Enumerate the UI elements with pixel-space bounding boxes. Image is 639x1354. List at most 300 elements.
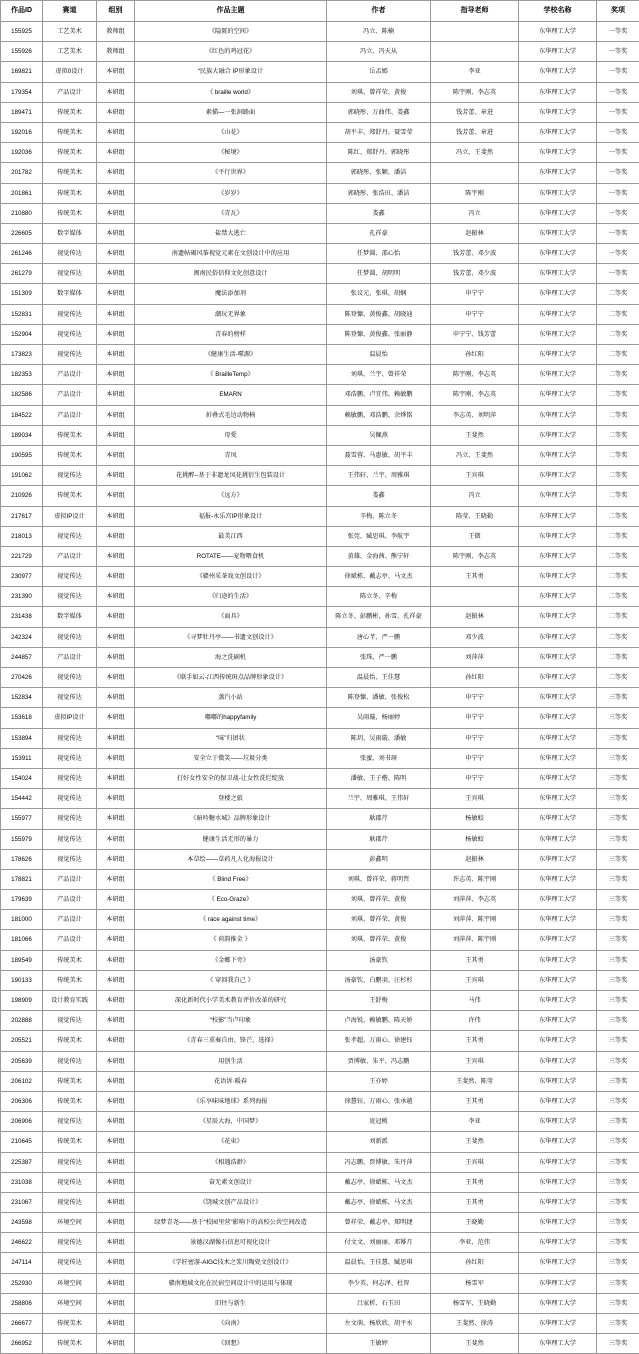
table-row [1, 970, 639, 990]
cell-school: 东华理工大学 [519, 708, 597, 728]
cell-award: 三等奖 [597, 1031, 639, 1051]
cell-track: 虚拟IP设计 [43, 506, 97, 526]
table-body [1, 22, 639, 1354]
cell-school: 东华理工大学 [519, 526, 597, 546]
cell-track: 数字媒体 [43, 284, 97, 304]
cell-track: 视觉传达 [43, 1152, 97, 1172]
cell-award: 三等奖 [597, 789, 639, 809]
cell-school: 东华理工大学 [519, 1011, 597, 1031]
cell-group: 本研组 [97, 526, 135, 546]
cell-award: 三等奖 [597, 991, 639, 1011]
cell-work-id: 155977 [1, 809, 43, 829]
table-row [1, 62, 639, 82]
cell-work-id: 270426 [1, 668, 43, 688]
cell-track: 视觉传达 [43, 1011, 97, 1031]
cell-group: 教师组 [97, 42, 135, 62]
cell-award: 三等奖 [597, 890, 639, 910]
cell-authors: 陈登慷、黄俊鑫、胡晓迪 [327, 304, 431, 324]
cell-track: 视觉传达 [43, 1253, 97, 1273]
cell-school: 东华理工大学 [519, 1253, 597, 1273]
cell-advisors: 杨敏蛟 [431, 809, 519, 829]
cell-work-id: 226605 [1, 223, 43, 243]
cell-advisors: 刘萍萍、陈宇刚 [431, 910, 519, 930]
cell-advisors: 王宾琪 [431, 970, 519, 990]
cell-work-id: 247114 [1, 1253, 43, 1273]
cell-advisors: 申宁宁 [431, 768, 519, 788]
table-row [1, 708, 639, 728]
cell-advisors: 邓少波 [431, 627, 519, 647]
cell-advisors: 刘萍萍、陈宇刚 [431, 930, 519, 950]
cell-group: 本研组 [97, 1273, 135, 1293]
cell-award: 二等奖 [597, 567, 639, 587]
cell-track: 产品设计 [43, 385, 97, 405]
cell-group: 本研组 [97, 62, 135, 82]
cell-school: 东华理工大学 [519, 445, 597, 465]
cell-work-title: 《暗吟糖水城》品牌形象设计 [135, 809, 327, 829]
cell-track: 视觉传达 [43, 1051, 97, 1071]
cell-award: 三等奖 [597, 688, 639, 708]
cell-work-id: 178821 [1, 869, 43, 889]
table-row [1, 163, 639, 183]
cell-award: 三等奖 [597, 930, 639, 950]
cell-award: 三等奖 [597, 1071, 639, 1091]
cell-work-title: 《相遇浩渺》 [135, 1152, 327, 1172]
cell-group: 本研组 [97, 1314, 135, 1334]
cell-authors: 邓浩鹏、卢宜伟、赖敏鹏 [327, 385, 431, 405]
cell-work-id: 190133 [1, 970, 43, 990]
cell-award: 三等奖 [597, 1233, 639, 1253]
cell-work-id: 258806 [1, 1293, 43, 1313]
cell-advisors: 王其勇 [431, 1091, 519, 1111]
cell-school: 东华理工大学 [519, 1273, 597, 1293]
cell-school: 东华理工大学 [519, 587, 597, 607]
cell-school: 东华理工大学 [519, 22, 597, 42]
cell-work-id: 189549 [1, 950, 43, 970]
cell-school: 东华理工大学 [519, 930, 597, 950]
cell-track: 视觉传达 [43, 1172, 97, 1192]
cell-advisors: 钱芳蕾、邓少波 [431, 264, 519, 284]
cell-school: 东华理工大学 [519, 768, 597, 788]
cell-work-title: 《远方》 [135, 486, 327, 506]
cell-award: 二等奖 [597, 304, 639, 324]
cell-work-id: 155925 [1, 22, 43, 42]
cell-track: 产品设计 [43, 546, 97, 566]
cell-advisors: 王斐然 [431, 1132, 519, 1152]
cell-track: 视觉传达 [43, 304, 97, 324]
cell-work-title: 《学匠密游-AIGC技术之浆川陶瓷文创设计》 [135, 1253, 327, 1273]
cell-award: 二等奖 [597, 466, 639, 486]
cell-award: 三等奖 [597, 1192, 639, 1212]
cell-advisors: 陈宇刚、李志英 [431, 385, 519, 405]
table-row [1, 405, 639, 425]
cell-work-title: 《面具》 [135, 607, 327, 627]
table-row [1, 183, 639, 203]
cell-authors: 陈立冬、彭鹏彬、孙雪、孔祥豪 [327, 607, 431, 627]
cell-work-title: 花挑醉--基于非遗龙凤花挑衍生包装设计 [135, 466, 327, 486]
cell-work-title: 本草绘——草药凡人化海报设计 [135, 849, 327, 869]
cell-authors: 王舒梅 [327, 991, 431, 1011]
cell-group: 教师组 [97, 22, 135, 42]
table-row [1, 991, 639, 1011]
table-row [1, 82, 639, 102]
cell-award: 二等奖 [597, 668, 639, 688]
cell-group: 本研组 [97, 1091, 135, 1111]
cell-authors: 唐心芊、严一鹏 [327, 627, 431, 647]
cell-advisors: 王其勇 [431, 1031, 519, 1051]
table-row [1, 1011, 639, 1031]
cell-work-title: 《向南》 [135, 1314, 327, 1334]
cell-advisors: 王宾琪 [431, 466, 519, 486]
cell-authors: 赖敏鹏、邓浩鹏、余烨铭 [327, 405, 431, 425]
cell-work-id: 252930 [1, 1273, 43, 1293]
cell-group: 本研组 [97, 829, 135, 849]
table-row [1, 768, 639, 788]
cell-work-title: 旧往与新生 [135, 1293, 327, 1313]
cell-school: 东华理工大学 [519, 82, 597, 102]
table-row [1, 284, 639, 304]
cell-work-id: 179354 [1, 82, 43, 102]
cell-school: 东华理工大学 [519, 991, 597, 1011]
cell-authors: 刘琪、曾祥荣、蒋明哲 [327, 869, 431, 889]
cell-track: 视觉传达 [43, 728, 97, 748]
cell-advisors: 杨雪军、王晓勤 [431, 1293, 519, 1313]
cell-group: 本研组 [97, 587, 135, 607]
cell-school: 东华理工大学 [519, 910, 597, 930]
cell-track: 视觉传达 [43, 466, 97, 486]
cell-school: 东华理工大学 [519, 647, 597, 667]
cell-award: 三等奖 [597, 1253, 639, 1273]
cell-advisors: 申宁宁 [431, 688, 519, 708]
cell-work-title: 花语诉·暖春 [135, 1071, 327, 1091]
cell-school: 东华理工大学 [519, 970, 597, 990]
cell-school: 东华理工大学 [519, 1071, 597, 1091]
cell-advisors: 冯立 [431, 203, 519, 223]
cell-group: 本研组 [97, 264, 135, 284]
cell-work-title: ROTATE——宠物喂食机 [135, 546, 327, 566]
cell-school: 东华理工大学 [519, 869, 597, 889]
cell-advisors: 陈宇刚、李志英 [431, 365, 519, 385]
cell-work-id: 153894 [1, 728, 43, 748]
cell-school: 东华理工大学 [519, 607, 597, 627]
cell-award: 三等奖 [597, 1213, 639, 1233]
cell-group: 本研组 [97, 1031, 135, 1051]
cell-award: 二等奖 [597, 647, 639, 667]
cell-authors: 娄鑫 [327, 203, 431, 223]
cell-school: 东华理工大学 [519, 829, 597, 849]
cell-advisors: 李亚 [431, 62, 519, 82]
cell-authors: 吴雨璇、杨丽婷 [327, 708, 431, 728]
cell-advisors: 王宾琪 [431, 1152, 519, 1172]
cell-authors: 卢海锐、赖敏鹏、陈天娇 [327, 1011, 431, 1031]
cell-school: 东华理工大学 [519, 42, 597, 62]
table-row [1, 506, 639, 526]
cell-track: 工艺美术 [43, 22, 97, 42]
cell-advisors: 孙红阳 [431, 668, 519, 688]
table-row [1, 385, 639, 405]
table-row [1, 365, 639, 385]
cell-work-id: 242324 [1, 627, 43, 647]
cell-work-id: 206306 [1, 1091, 43, 1111]
cell-group: 本研组 [97, 345, 135, 365]
cell-school: 东华理工大学 [519, 809, 597, 829]
cell-advisors [431, 163, 519, 183]
cell-work-title: 奋无素文创设计 [135, 1172, 327, 1192]
cell-authors: 冯立、冯天从 [327, 42, 431, 62]
cell-authors: 孔祥豪 [327, 223, 431, 243]
cell-advisors: 王其勇 [431, 1192, 519, 1212]
cell-award: 三等奖 [597, 1112, 639, 1132]
cell-track: 视觉传达 [43, 748, 97, 768]
cell-school: 东华理工大学 [519, 1314, 597, 1334]
table-row [1, 688, 639, 708]
cell-award: 三等奖 [597, 829, 639, 849]
cell-work-id: 225387 [1, 1152, 43, 1172]
cell-group: 本研组 [97, 183, 135, 203]
cell-award: 二等奖 [597, 526, 639, 546]
cell-authors: 温晨怡、王佳慧 [327, 668, 431, 688]
cell-award: 一等奖 [597, 102, 639, 122]
cell-authors: 张议元、张琪、胡娴 [327, 284, 431, 304]
cell-school: 东华理工大学 [519, 1172, 597, 1192]
cell-group: 本研组 [97, 546, 135, 566]
cell-group: 本研组 [97, 385, 135, 405]
cell-group: 本研组 [97, 668, 135, 688]
cell-track: 设计教育实践 [43, 991, 97, 1011]
cell-school: 东华理工大学 [519, 728, 597, 748]
cell-track: 传统美术 [43, 163, 97, 183]
cell-advisors: 冯立、王斐然 [431, 143, 519, 163]
cell-track: 视觉传达 [43, 768, 97, 788]
cell-group: 本研组 [97, 1132, 135, 1152]
cell-group: 本研组 [97, 607, 135, 627]
cell-work-id: 206906 [1, 1112, 43, 1132]
cell-work-id: 152904 [1, 324, 43, 344]
cell-award: 三等奖 [597, 1051, 639, 1071]
cell-group: 本研组 [97, 890, 135, 910]
cell-advisors: 王斐然、徐涛 [431, 1314, 519, 1334]
table-row [1, 567, 639, 587]
cell-school: 东华理工大学 [519, 1334, 597, 1354]
cell-school: 东华理工大学 [519, 890, 597, 910]
cell-group: 本研组 [97, 950, 135, 970]
cell-group: 本研组 [97, 768, 135, 788]
cell-work-id: 210926 [1, 486, 43, 506]
cell-track: 虚拟0设计 [43, 62, 97, 82]
cell-school: 东华理工大学 [519, 324, 597, 344]
cell-advisors: 孙红阳 [431, 345, 519, 365]
cell-school: 东华理工大学 [519, 264, 597, 284]
cell-group: 本研组 [97, 930, 135, 950]
cell-authors: 付文文、刘丽丽、邓幂月 [327, 1233, 431, 1253]
cell-work-title: 母愛 [135, 425, 327, 445]
cell-group: 本研组 [97, 627, 135, 647]
cell-award: 三等奖 [597, 708, 639, 728]
table-row [1, 890, 639, 910]
cell-work-id: 173823 [1, 345, 43, 365]
cell-track: 产品设计 [43, 365, 97, 385]
cell-authors: 张孝超、万雨心、徐建钰 [327, 1031, 431, 1051]
cell-group: 本研组 [97, 1253, 135, 1273]
cell-work-id: 261246 [1, 244, 43, 264]
cell-advisors: 钱芳蕾、章进 [431, 102, 519, 122]
cell-award: 二等奖 [597, 345, 639, 365]
cell-school: 东华理工大学 [519, 950, 597, 970]
cell-work-title: 《金鄉下旁》 [135, 950, 327, 970]
cell-advisors: 申宁宁 [431, 284, 519, 304]
cell-work-id: 152834 [1, 688, 43, 708]
cell-award: 三等奖 [597, 1273, 639, 1293]
cell-group: 本研组 [97, 567, 135, 587]
cell-authors: 彭鑫明 [327, 849, 431, 869]
cell-award: 三等奖 [597, 1132, 639, 1152]
cell-advisors: 王宾琪 [431, 789, 519, 809]
cell-track: 视觉传达 [43, 526, 97, 546]
cell-school: 东华理工大学 [519, 163, 597, 183]
cell-award: 三等奖 [597, 768, 639, 788]
cell-work-id: 205639 [1, 1051, 43, 1071]
table-row [1, 445, 639, 465]
column-header-work-id: 作品ID [1, 1, 43, 22]
cell-group: 本研组 [97, 82, 135, 102]
cell-track: 视觉传达 [43, 809, 97, 829]
cell-group: 本研组 [97, 223, 135, 243]
cell-advisors: 王斐然、陈莹 [431, 1071, 519, 1091]
cell-group: 本研组 [97, 324, 135, 344]
cell-school: 东华理工大学 [519, 627, 597, 647]
cell-work-title: 最美江西 [135, 526, 327, 546]
cell-group: 本研组 [97, 708, 135, 728]
cell-authors: 陈登慷、潘敏、张俊松 [327, 688, 431, 708]
cell-work-title: 《 Blind Free》 [135, 869, 327, 889]
cell-work-title: 《 braille world》 [135, 82, 327, 102]
cell-authors: 娄鑫 [327, 486, 431, 506]
cell-group: 本研组 [97, 849, 135, 869]
table-row [1, 425, 639, 445]
cell-group: 本研组 [97, 102, 135, 122]
table-row [1, 223, 639, 243]
cell-work-title: “校影”当卢印象 [135, 1011, 327, 1031]
cell-advisors: 刘萍萍、李志英 [431, 890, 519, 910]
cell-track: 产品设计 [43, 930, 97, 950]
cell-authors: 陈立冬、辛梅 [327, 587, 431, 607]
cell-school: 东华理工大学 [519, 567, 597, 587]
cell-authors: 张蜜、刘书斑 [327, 748, 431, 768]
cell-work-id: 261279 [1, 264, 43, 284]
cell-advisors: 赵振林 [431, 223, 519, 243]
cell-advisors: 陈莹、王晓勒 [431, 506, 519, 526]
cell-work-id: 244857 [1, 647, 43, 667]
cell-award: 三等奖 [597, 1334, 639, 1354]
cell-advisors: 许志英、陈宇刚 [431, 869, 519, 889]
cell-work-title: 用创生活 [135, 1051, 327, 1071]
cell-work-title: “味”归团状 [135, 728, 327, 748]
cell-work-title: 《花束》 [135, 1132, 327, 1152]
table-row [1, 143, 639, 163]
cell-track: 视觉传达 [43, 1112, 97, 1132]
cell-work-title: 折叠式毛边动物椅 [135, 405, 327, 425]
cell-authors: 贾博敏、朱平、冯志鹏 [327, 1051, 431, 1071]
column-header-group: 组别 [97, 1, 135, 22]
cell-track: 传统美术 [43, 1091, 97, 1111]
cell-group: 本研组 [97, 203, 135, 223]
cell-advisors: 赵振林 [431, 607, 519, 627]
cell-school: 东华理工大学 [519, 688, 597, 708]
cell-track: 产品设计 [43, 647, 97, 667]
cell-work-title: 《乐享味味地球》系列海报 [135, 1091, 327, 1111]
cell-award: 三等奖 [597, 849, 639, 869]
cell-school: 东华理工大学 [519, 385, 597, 405]
cell-work-id: 152831 [1, 304, 43, 324]
cell-work-id: 218013 [1, 526, 43, 546]
cell-work-id: 198909 [1, 991, 43, 1011]
cell-award: 三等奖 [597, 910, 639, 930]
cell-track: 传统美术 [43, 1314, 97, 1334]
cell-authors: 刘琪、曾祥荣、黄俊 [327, 930, 431, 950]
cell-authors: 戴志亭、徐斌栋、马文杰 [327, 1172, 431, 1192]
cell-group: 本研组 [97, 1051, 135, 1071]
cell-work-title: EMARN [135, 385, 327, 405]
cell-school: 东华理工大学 [519, 143, 597, 163]
cell-track: 视觉传达 [43, 587, 97, 607]
cell-school: 东华理工大学 [519, 546, 597, 566]
cell-school: 东华理工大学 [519, 849, 597, 869]
cell-work-title: 嘟嘟的happyfamily [135, 708, 327, 728]
cell-authors: 冯立、陈楠 [327, 22, 431, 42]
cell-track: 虚拟IP设计 [43, 708, 97, 728]
cell-authors: 温晨怡、王佳慧、臧思琪 [327, 1253, 431, 1273]
cell-advisors: 钱芳蕾、邓少波 [431, 244, 519, 264]
cell-track: 传统美术 [43, 425, 97, 445]
cell-award: 三等奖 [597, 1091, 639, 1111]
cell-work-title: 《饶城文创产品设计》 [135, 1192, 327, 1212]
cell-work-title: 《 Eco-Graze》 [135, 890, 327, 910]
column-header-track: 赛道 [43, 1, 97, 22]
cell-authors: 张珠、严一鹏 [327, 647, 431, 667]
cell-advisors: 孙红阳 [431, 1253, 519, 1273]
cell-advisors: 杨雪军 [431, 1273, 519, 1293]
cell-work-id: 189034 [1, 425, 43, 445]
cell-group: 本研组 [97, 1172, 135, 1192]
cell-track: 传统美术 [43, 1334, 97, 1354]
cell-authors: 王敏婷 [327, 1334, 431, 1354]
cell-award: 三等奖 [597, 1011, 639, 1031]
cell-award: 一等奖 [597, 244, 639, 264]
cell-authors: 辛梅、陈立冬 [327, 506, 431, 526]
table-row [1, 1071, 639, 1091]
cell-track: 视觉传达 [43, 849, 97, 869]
cell-work-title: 赣南地域文化在民宿空间设计中的运用与体现 [135, 1273, 327, 1293]
cell-authors: 张莞、臧思琪、李航宇 [327, 526, 431, 546]
cell-group: 本研组 [97, 789, 135, 809]
cell-award: 二等奖 [597, 506, 639, 526]
cell-track: 视觉传达 [43, 264, 97, 284]
cell-work-id: 154024 [1, 768, 43, 788]
cell-school: 东华理工大学 [519, 1031, 597, 1051]
cell-authors: 吴佩燕 [327, 425, 431, 445]
cell-group: 本研组 [97, 445, 135, 465]
cell-school: 东华理工大学 [519, 1132, 597, 1152]
cell-work-id: 179639 [1, 890, 43, 910]
cell-authors: 郭晓彤、张浩田、潘洁 [327, 183, 431, 203]
cell-award: 二等奖 [597, 445, 639, 465]
cell-track: 传统美术 [43, 486, 97, 506]
cell-work-title: 健康生活无形的暴力 [135, 829, 327, 849]
cell-school: 东华理工大学 [519, 223, 597, 243]
cell-group: 本研组 [97, 1192, 135, 1212]
cell-award: 二等奖 [597, 405, 639, 425]
cell-school: 东华理工大学 [519, 1192, 597, 1212]
cell-school: 东华理工大学 [519, 466, 597, 486]
